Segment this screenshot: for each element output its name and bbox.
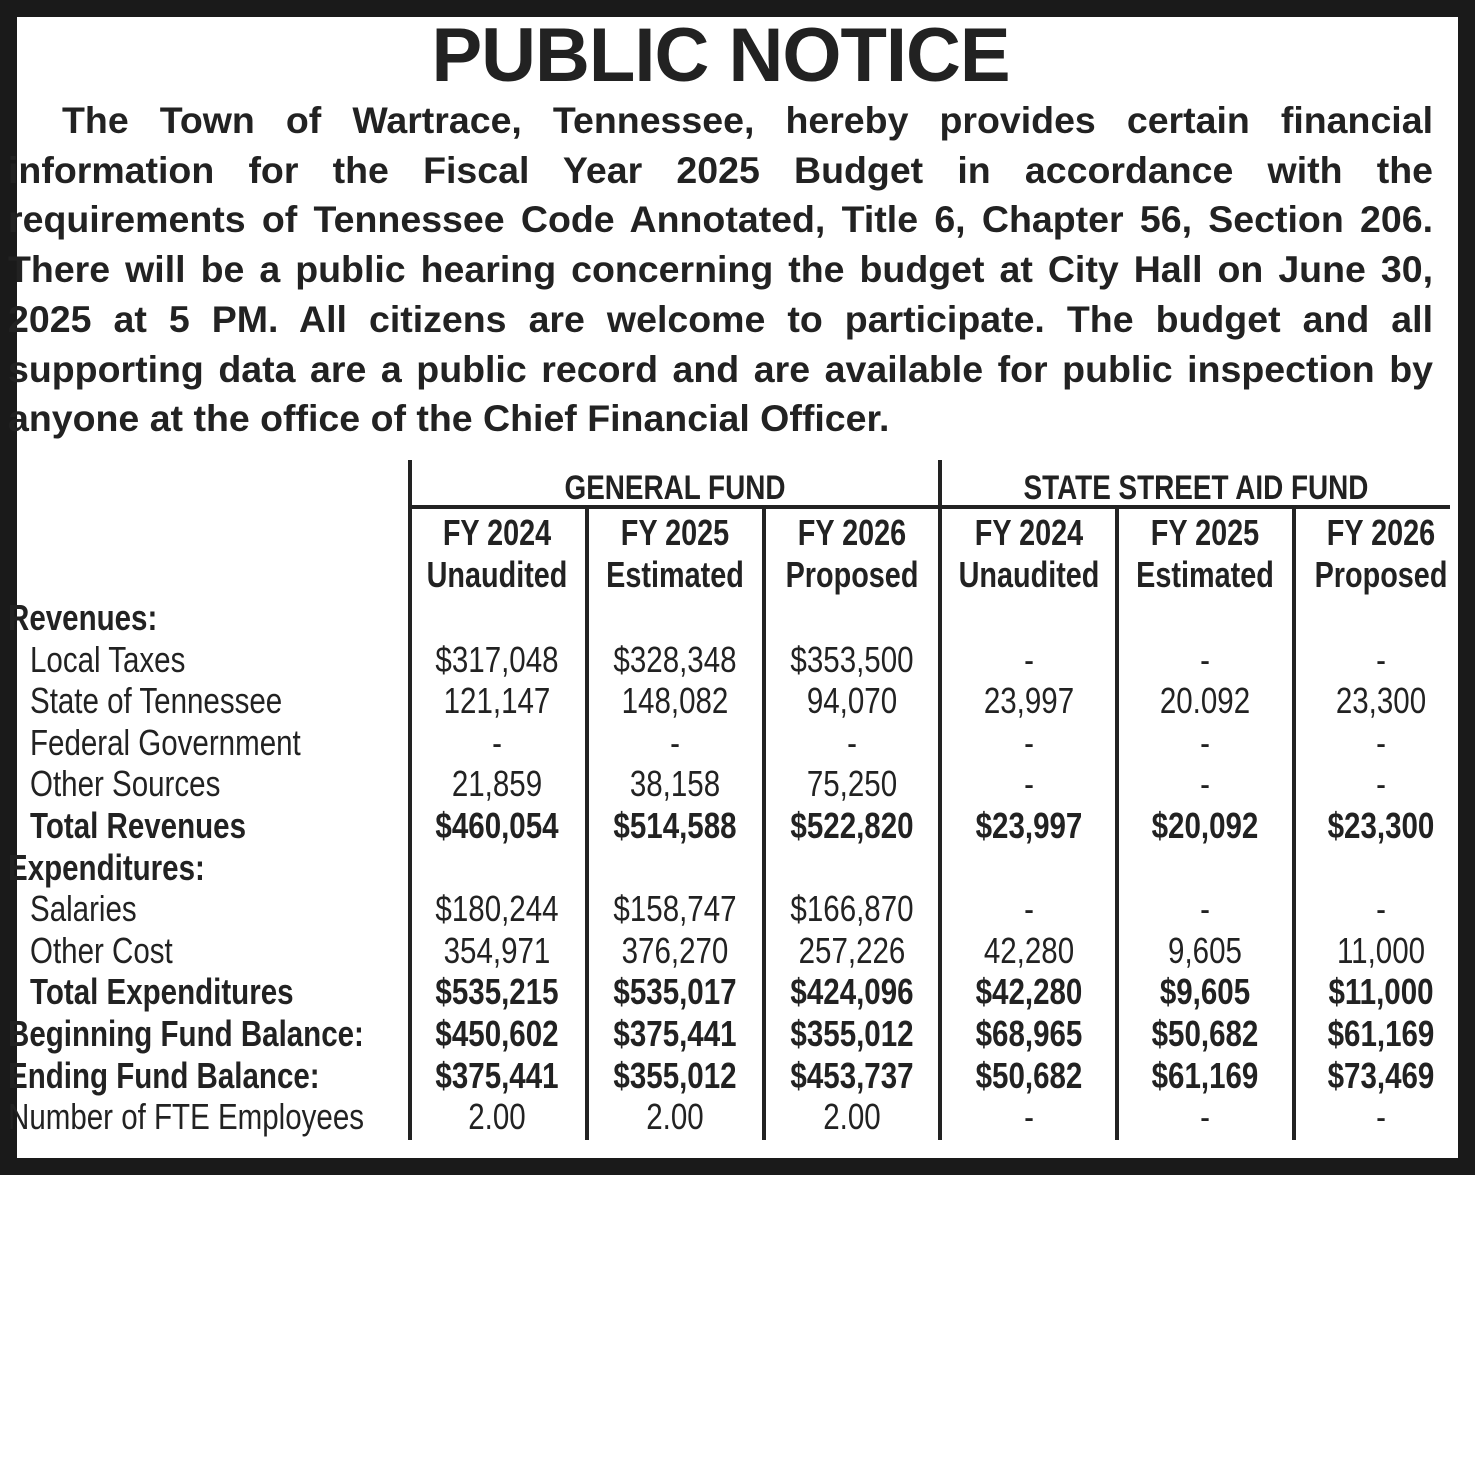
- table-cell: 94,070: [806, 680, 898, 722]
- table-cell: $68,965: [975, 1013, 1083, 1054]
- table-cell: $180,244: [435, 888, 559, 930]
- table-cell: -: [492, 721, 502, 763]
- table-cell: 9,605: [1168, 929, 1242, 971]
- table-cell: $166,870: [790, 888, 914, 930]
- table-cell: -: [1376, 638, 1386, 680]
- table-cell: $20,092: [1151, 805, 1259, 846]
- row-label: Other Sources: [30, 763, 221, 805]
- table-cell: $73,469: [1327, 1054, 1435, 1096]
- table-cell: 148,082: [621, 680, 729, 722]
- notice-body: The Town of Wartrace, Tennessee, hereby provides certain financial information for the Fiscal Year 2025 Budget in accordance with the requirements of Tennessee Code Annotated, Title 6, Chapter 56, Section 206. There will be a public hearing concerning the budget at City Hall on June 30, 2025 at 5 PM. All citizens are welcome to participate. The budget and all supporting data are a public record and are available for public inspection by anyone at the office of the Chief Financial Officer.: [8, 99, 1433, 440]
- table-cell: 23,300: [1335, 680, 1427, 722]
- column-header: [1135, 512, 1276, 596]
- table-cell: -: [1376, 1096, 1386, 1138]
- table-cell: $50,682: [1151, 1013, 1259, 1054]
- table-cell: $11,000: [1328, 971, 1434, 1013]
- table-cell: 354,971: [443, 929, 551, 971]
- row-label: Other Cost: [30, 929, 173, 971]
- notice-title: PUBLIC NOTICE: [431, 13, 1010, 98]
- table-divider-col: [1115, 508, 1119, 1140]
- table-cell: -: [1024, 888, 1034, 930]
- column-status: Proposed: [1314, 554, 1448, 595]
- column-year: FY 2024: [442, 512, 552, 553]
- table-cell: $535,215: [435, 971, 559, 1013]
- table-cell: 121,147: [443, 680, 551, 722]
- table-cell: $9,605: [1159, 971, 1251, 1013]
- table-cell: -: [1024, 638, 1034, 680]
- column-header: [782, 512, 923, 596]
- table-cell: -: [1024, 1096, 1034, 1138]
- column-year: FY 2025: [620, 512, 730, 553]
- table-cell: $522,820: [790, 805, 914, 846]
- column-year: FY 2026: [1326, 512, 1436, 553]
- table-cell: $375,441: [435, 1054, 559, 1096]
- table-cell: 75,250: [806, 763, 898, 805]
- table-cell: 257,226: [798, 929, 906, 971]
- fund-header-general: GENERAL FUND: [564, 469, 786, 507]
- column-header: [959, 512, 1100, 596]
- table-cell: $375,441: [613, 1013, 737, 1054]
- table-cell: -: [1200, 721, 1210, 763]
- table-cell: 11,000: [1336, 929, 1426, 971]
- table-cell: $355,012: [790, 1013, 914, 1054]
- row-label: Beginning Fund Balance:: [8, 1013, 364, 1054]
- table-cell: -: [1376, 888, 1386, 930]
- table-cell: $61,169: [1327, 1013, 1435, 1054]
- row-label: Salaries: [30, 888, 137, 930]
- table-cell: $460,054: [435, 805, 559, 846]
- table-divider-col: [585, 508, 589, 1140]
- table-cell: -: [1200, 763, 1210, 805]
- table-cell: -: [1200, 1096, 1210, 1138]
- row-label: Number of FTE Employees: [8, 1096, 365, 1138]
- table-cell: $158,747: [613, 888, 737, 930]
- table-cell: -: [1200, 888, 1210, 930]
- table-cell: $353,500: [790, 638, 914, 680]
- column-status: Estimated: [606, 554, 744, 595]
- column-header: [605, 512, 746, 596]
- table-cell: -: [1024, 721, 1034, 763]
- table-cell: $328,348: [613, 638, 737, 680]
- table-cell: 20.092: [1159, 680, 1251, 722]
- table-cell: 2.00: [646, 1096, 704, 1138]
- table-cell: -: [1376, 721, 1386, 763]
- row-label: Total Revenues: [30, 805, 247, 846]
- column-status: Unaudited: [958, 554, 1100, 595]
- table-cell: 376,270: [621, 929, 729, 971]
- column-status: Estimated: [1136, 554, 1274, 595]
- table-cell: $355,012: [613, 1054, 737, 1096]
- table-cell: 21,859: [451, 763, 543, 805]
- table-cell: 2.00: [468, 1096, 526, 1138]
- table-cell: $450,602: [435, 1013, 559, 1054]
- table-cell: 23,997: [983, 680, 1075, 722]
- column-year: FY 2024: [974, 512, 1084, 553]
- table-cell: $453,737: [790, 1054, 914, 1096]
- table-cell: $514,588: [613, 805, 737, 846]
- table-divider-label: [408, 460, 412, 1140]
- table-cell: -: [670, 721, 680, 763]
- table-cell: 38,158: [629, 763, 721, 805]
- row-label: Ending Fund Balance:: [8, 1054, 320, 1096]
- column-header: [1311, 512, 1452, 596]
- table-divider-col: [1292, 508, 1296, 1140]
- row-label: Total Expenditures: [30, 971, 294, 1013]
- table-cell: -: [1024, 763, 1034, 805]
- table-cell: $42,280: [975, 971, 1083, 1013]
- row-label: Revenues:: [8, 597, 158, 638]
- column-status: Unaudited: [426, 554, 568, 595]
- table-divider-fund: [938, 460, 942, 1140]
- table-cell: 42,280: [983, 929, 1075, 971]
- table-cell: -: [1376, 763, 1386, 805]
- table-cell: -: [847, 721, 857, 763]
- row-label: Expenditures:: [8, 846, 205, 888]
- table-cell: 2.00: [823, 1096, 881, 1138]
- table-divider-col: [762, 508, 766, 1140]
- table-cell: $61,169: [1151, 1054, 1259, 1096]
- column-status: Proposed: [785, 554, 919, 595]
- table-cell: $50,682: [975, 1054, 1083, 1096]
- table-cell: $535,017: [613, 971, 737, 1013]
- row-label: Federal Government: [30, 721, 301, 763]
- column-header: [427, 512, 568, 596]
- row-label: State of Tennessee: [30, 680, 283, 722]
- table-cell: -: [1200, 638, 1210, 680]
- table-cell: $317,048: [435, 638, 559, 680]
- table-cell: $23,997: [975, 805, 1083, 846]
- column-year: FY 2026: [797, 512, 907, 553]
- table-cell: $424,096: [790, 971, 914, 1013]
- row-label: Local Taxes: [30, 638, 186, 680]
- table-cell: $23,300: [1327, 805, 1435, 846]
- fund-header-state-street: STATE STREET AID FUND: [1023, 469, 1369, 507]
- column-year: FY 2025: [1150, 512, 1260, 553]
